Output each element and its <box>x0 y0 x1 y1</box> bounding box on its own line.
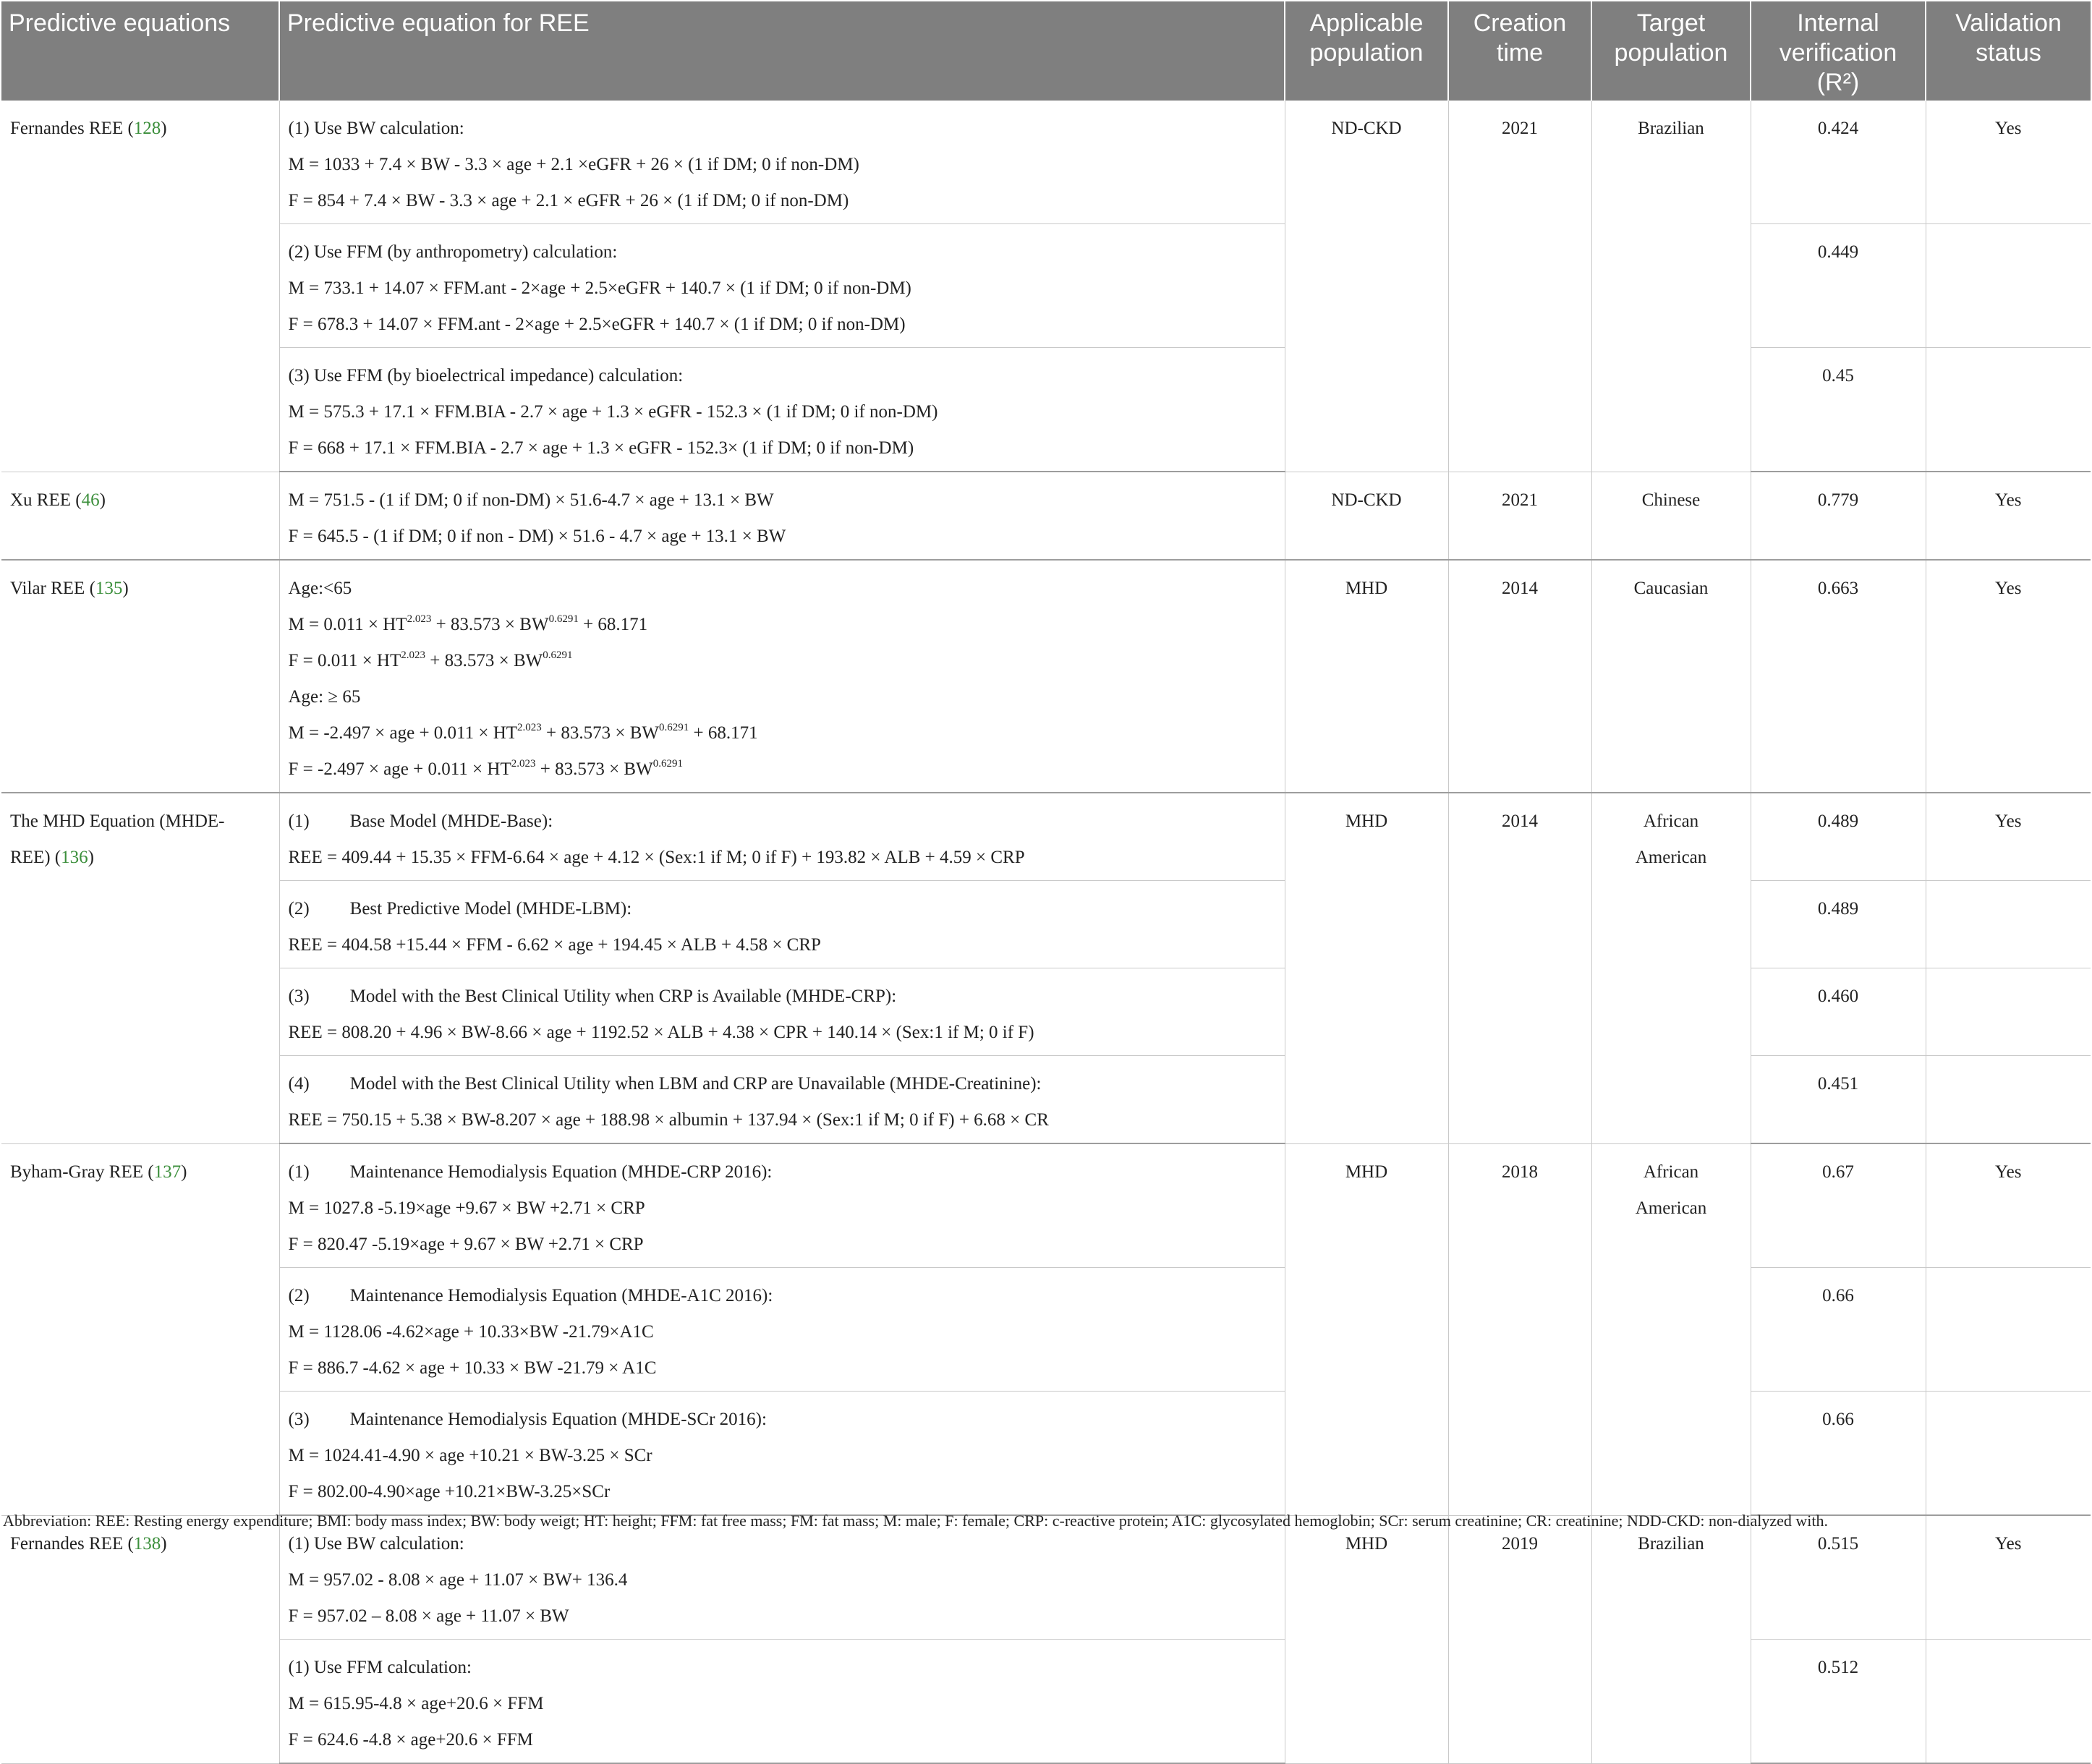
table-row <box>1 472 2091 560</box>
population-cell: MHD <box>1285 560 1448 793</box>
r2-cell: 0.515 <box>1751 1515 1926 1640</box>
r2-cell: 0.779 <box>1751 472 1926 560</box>
equation-cell: M = 751.5 - (1 if DM; 0 if non-DM) × 51.6-4.7 × age + 13.1 × BW F = 645.5 - (1 if DM; 0 if non - DM) × 51.6 - 4.7 × age + 13.1 × BW <box>279 472 1285 560</box>
equation-cell: (1) Use BW calculation: M = 1033 + 7.4 × BW - 3.3 × age + 2.1 ×eGFR + 26 × (1 if DM; 0 if non-DM) F = 854 + 7.4 × BW - 3.3 × age + 2.1 × eGFR + 26 × (1 if DM; 0 if non-DM) <box>279 101 1285 224</box>
r2-cell: 0.451 <box>1751 1056 1926 1144</box>
equation-cell: Age:<65 $M = 0.011 \times HT^{2.023} + 83.573 \times BW^{0.6291} + 68.171$ $F = 0.011 \times HT^{2.023} + 83.573 \times BW^{0.6291}$ Age: ≥ 65 M = -2.497 × age + $0.011 \times HT^{2.023} + 83.573 \times BW^{0.6291} + 68.171$ F = -2.497 × age + $0.011 \times HT^{2.023} + 83.573 \times BW^{0.6291}$ <box>279 560 1285 793</box>
r2-cell: 0.460 <box>1751 968 1926 1056</box>
table-container <box>1 1 2091 1764</box>
equation-cell: (1) Use FFM calculation: M = 615.95-4.8 × age+20.6 × FFM F = 624.6 -4.8 × age+20.6 × FFM <box>279 1640 1285 1764</box>
reference-link[interactable]: 46 <box>81 490 100 510</box>
reference-link[interactable]: 128 <box>133 119 161 138</box>
validation-cell <box>1926 968 2091 1056</box>
equation-cell: (3) Model with the Best Clinical Utility when CRP is Available (MHDE-CRP): REE = 808.20 + 4.96 × BW-8.66 × age + 1192.52 × ALB + 4.38 × CPR + 140.14 × (Sex:1 if M; 0 if F) <box>279 968 1285 1056</box>
validation-cell: Yes <box>1926 1515 2091 1640</box>
table-row <box>1 348 2091 472</box>
validation-cell <box>1926 1268 2091 1392</box>
equation-cell: (3) Use FFM (by bioelectrical impedance) calculation: M = 575.3 + 17.1 × FFM.BIA - 2.7 × age + 1.3 × eGFR - 152.3 × (1 if DM; 0 if non-DM) F = 668 + 17.1 × FFM.BIA - 2.7 × age + 1.3 × eGFR - 152.3× (1 if DM; 0 if non-DM) <box>279 348 1285 472</box>
header-predictive-equations: Predictive equations <box>1 1 279 101</box>
footnote: Abbreviation: REE: Resting energy expenditure; BMI: body mass index; BW: body weigt; HT: height; FFM: fat free mass; FM: fat mass; M: male; F: female; CRP: c-reactive protein; A1C: glycosylated hemoglobin; SCr: serum creatinine; CR: creatinine; NDD-CKD: non-dialyzed with. <box>3 1512 1828 1530</box>
population-cell: MHD <box>1285 793 1448 1143</box>
year-cell: 2018 <box>1448 1143 1591 1515</box>
equation-name-cell: Fernandes REE (138) <box>1 1515 279 1763</box>
validation-cell: Yes <box>1926 560 2091 793</box>
validation-cell <box>1926 1056 2091 1144</box>
table-row <box>1 560 2091 793</box>
r2-cell: 0.512 <box>1751 1640 1926 1764</box>
population-cell: MHD <box>1285 1143 1448 1515</box>
equation-cell: (2) Maintenance Hemodialysis Equation (MHDE-A1C 2016): M = 1128.06 -4.62×age + 10.33×BW -21.79×A1C F = 886.7 -4.62 × age + 10.33 × BW -21.79 × A1C <box>279 1268 1285 1392</box>
reference-link[interactable]: 135 <box>95 579 123 598</box>
table-row <box>1 968 2091 1056</box>
header-validation-status: Validation status <box>1926 1 2091 101</box>
validation-cell: Yes <box>1926 101 2091 224</box>
header-creation-time: Creation time <box>1448 1 1591 101</box>
validation-cell: Yes <box>1926 793 2091 881</box>
reference-link[interactable]: 138 <box>133 1533 161 1554</box>
equation-cell: (2) Use FFM (by anthropometry) calculation: M = 733.1 + 14.07 × FFM.ant - 2×age + 2.5×eGFR + 140.7 × (1 if DM; 0 if non-DM) F = 678.3 + 14.07 × FFM.ant - 2×age + 2.5×eGFR + 140.7 × (1 if DM; 0 if non-DM) <box>279 224 1285 348</box>
equation-name-cell: Byham-Gray REE (137) <box>1 1143 279 1515</box>
table-row <box>1 1056 2091 1144</box>
table-row <box>1 1392 2091 1516</box>
population-cell: ND-CKD <box>1285 101 1448 472</box>
validation-cell: Yes <box>1926 472 2091 560</box>
header-row <box>1 1 2091 101</box>
header-internal-verification: Internal verification (R²) <box>1751 1 1926 101</box>
reference-link[interactable]: 137 <box>153 1162 182 1182</box>
table-row <box>1 1268 2091 1392</box>
equation-name-cell: Xu REE (46) <box>1 472 279 560</box>
header-target-population: Target population <box>1591 1 1751 101</box>
equation-name-cell: Fernandes REE (128) <box>1 101 279 472</box>
validation-cell <box>1926 348 2091 472</box>
target-cell: Brazilian <box>1591 1515 1751 1763</box>
equation-cell: (1) Use BW calculation: M = 957.02 - 8.08 × age + 11.07 × BW+ 136.4 F = 957.02 – 8.08 × age + 11.07 × BW <box>279 1515 1285 1640</box>
header-applicable-population: Applicable population <box>1285 1 1448 101</box>
target-cell: Brazilian <box>1591 101 1751 472</box>
table-row <box>1 101 2091 224</box>
table-row <box>1 1143 2091 1268</box>
target-cell: Chinese <box>1591 472 1751 560</box>
target-cell: African American <box>1591 1143 1751 1515</box>
validation-cell <box>1926 224 2091 348</box>
table-row <box>1 224 2091 348</box>
year-cell: 2014 <box>1448 560 1591 793</box>
population-cell: MHD <box>1285 1515 1448 1763</box>
header-predictive-equation-for-ree: Predictive equation for REE <box>279 1 1285 101</box>
r2-cell: 0.489 <box>1751 793 1926 881</box>
reference-link[interactable]: 136 <box>61 848 88 867</box>
equation-cell: (3) Maintenance Hemodialysis Equation (MHDE-SCr 2016): M = 1024.41-4.90 × age +10.21 × BW-3.25 × SCr F = 802.00-4.90×age +10.21×BW-3.25×SCr <box>279 1392 1285 1516</box>
validation-cell <box>1926 881 2091 968</box>
r2-cell: 0.66 <box>1751 1392 1926 1516</box>
equation-cell: (1) Maintenance Hemodialysis Equation (MHDE-CRP 2016): M = 1027.8 -5.19×age +9.67 × BW +2.71 × CRP F = 820.47 -5.19×age + 9.67 × BW +2.71 × CRP <box>279 1143 1285 1268</box>
table-row <box>1 1640 2091 1764</box>
r2-cell: 0.45 <box>1751 348 1926 472</box>
equation-name-cell: Vilar REE (135) <box>1 560 279 793</box>
equation-cell: (1) Base Model (MHDE-Base): REE = 409.44 + 15.35 × FFM-6.64 × age + 4.12 × (Sex:1 if M; 0 if F) + 193.82 × ALB + 4.59 × CRP <box>279 793 1285 881</box>
r2-cell: 0.67 <box>1751 1143 1926 1268</box>
validation-cell <box>1926 1640 2091 1764</box>
validation-cell <box>1926 1392 2091 1516</box>
r2-cell: 0.489 <box>1751 881 1926 968</box>
r2-cell: 0.66 <box>1751 1268 1926 1392</box>
ree-equations-table <box>1 1 2091 1764</box>
year-cell: 2019 <box>1448 1515 1591 1763</box>
equation-name-cell: The MHD Equation (MHDE- REE) (136) <box>1 793 279 1143</box>
table-row <box>1 1515 2091 1640</box>
population-cell: ND-CKD <box>1285 472 1448 560</box>
table-row <box>1 793 2091 881</box>
target-cell: Caucasian <box>1591 560 1751 793</box>
validation-cell: Yes <box>1926 1143 2091 1268</box>
table-row <box>1 881 2091 968</box>
year-cell: 2021 <box>1448 472 1591 560</box>
year-cell: 2014 <box>1448 793 1591 1143</box>
target-cell: African American <box>1591 793 1751 1143</box>
equation-cell: (2) Best Predictive Model (MHDE-LBM): REE = 404.58 +15.44 × FFM - 6.62 × age + 194.45 × ALB + 4.58 × CRP <box>279 881 1285 968</box>
r2-cell: 0.424 <box>1751 101 1926 224</box>
r2-cell: 0.449 <box>1751 224 1926 348</box>
year-cell: 2021 <box>1448 101 1591 472</box>
equation-cell: (4) Model with the Best Clinical Utility when LBM and CRP are Unavailable (MHDE-Creatinine): REE = 750.15 + 5.38 × BW-8.207 × age + 188.98 × albumin + 137.94 × (Sex:1 if M; 0 if F) + 6.68 × CR <box>279 1056 1285 1144</box>
r2-cell: 0.663 <box>1751 560 1926 793</box>
